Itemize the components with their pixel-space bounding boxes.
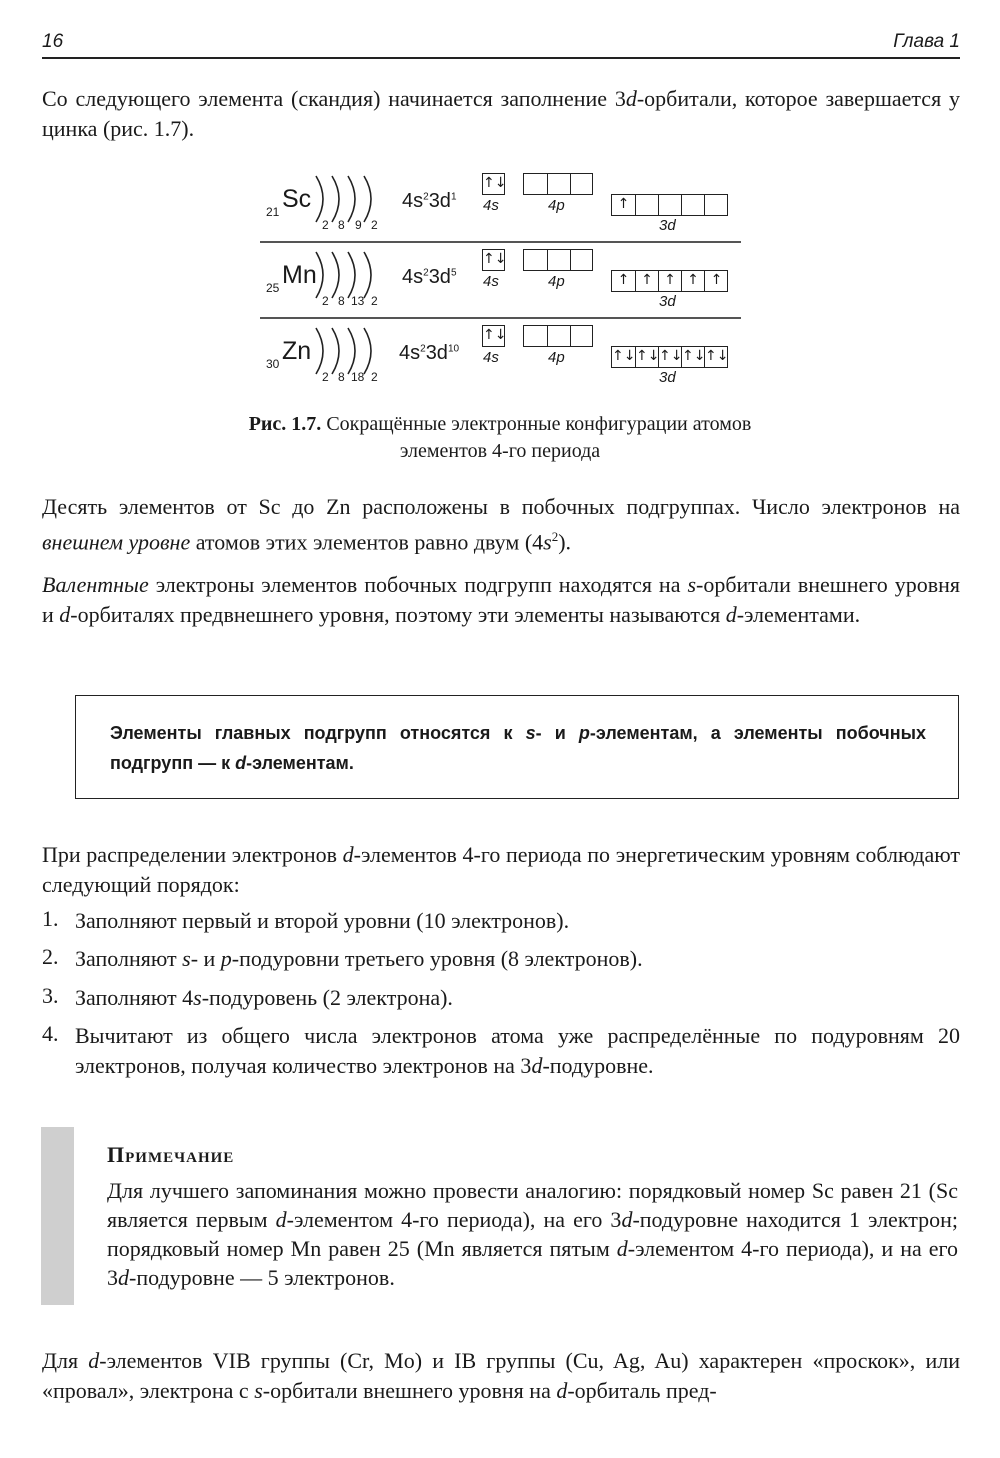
intro-paragraph: Со следующего элемента (скандия) начинается заполнение 3d-орбитали, которое завершается у цинка (рис. 1.7). xyxy=(42,86,960,141)
orbital-4s: ↑↓ xyxy=(482,173,505,195)
shell-count: 2 xyxy=(371,218,378,232)
orbital-4p xyxy=(523,249,593,271)
figure-caption: Рис. 1.7. Сокращённые электронные конфигурации атомов xyxy=(248,413,752,435)
shell-count: 8 xyxy=(338,294,345,308)
note-title: Примечание xyxy=(107,1142,235,1167)
shell-count: 2 xyxy=(371,294,378,308)
label-3d: 3d xyxy=(659,217,676,234)
electron-shells-arcs xyxy=(312,326,390,376)
orbital-4p xyxy=(523,173,593,195)
element-symbol: Zn xyxy=(282,337,312,365)
shell-count: 18 xyxy=(351,370,365,384)
electron-shells-arcs xyxy=(312,174,390,224)
shell-count: 9 xyxy=(355,218,362,232)
label-3d: 3d xyxy=(659,293,676,310)
orbital-3d: ↑ xyxy=(611,194,728,216)
atomic-number: 30 xyxy=(266,357,280,371)
list-number: 3. xyxy=(42,983,59,1008)
label-4s: 4s xyxy=(483,197,499,214)
label-4s: 4s xyxy=(483,349,499,366)
list-number: 1. xyxy=(42,906,59,931)
shell-count: 2 xyxy=(322,294,329,308)
label-4p: 4p xyxy=(548,197,565,214)
label-4p: 4p xyxy=(548,273,565,290)
header-rule xyxy=(42,57,960,59)
list-number: 4. xyxy=(42,1021,59,1046)
element-symbol: Sc xyxy=(282,185,312,213)
paragraph: При распределении электронов d-элементов 4-го периода по энергетическим уровням соблюдают следующий порядок: xyxy=(42,842,960,897)
label-3d: 3d xyxy=(659,369,676,386)
note-sidebar xyxy=(41,1127,74,1305)
page-number: 16 xyxy=(42,31,64,52)
shell-count: 13 xyxy=(351,294,365,308)
electron-shells-arcs xyxy=(312,250,390,300)
shell-count: 8 xyxy=(338,218,345,232)
orbital-3d: ↑↓ ↑↓ ↑↓ ↑↓ ↑↓ xyxy=(611,346,728,368)
shell-count: 2 xyxy=(322,218,329,232)
shell-count: 2 xyxy=(371,370,378,384)
orbital-3d: ↑ ↑ ↑ ↑ ↑ xyxy=(611,270,728,292)
label-4p: 4p xyxy=(548,349,565,366)
figure-electron-configurations xyxy=(0,160,1000,410)
element-symbol: Mn xyxy=(282,261,317,289)
list-item: Заполняют s- и p-подуровни третьего уровня (8 электронов). xyxy=(75,946,643,971)
list-item: Заполняют 4s-подуровень (2 электрона). xyxy=(75,985,453,1010)
paragraph: Валентные электроны элементов побочных подгрупп находятся на s-орбитали внешнего уровня и d-орбиталях предвнешнего уровня, поэтому эти элементы называются d-элементами. xyxy=(42,572,960,627)
shell-count: 8 xyxy=(338,370,345,384)
orbital-4s: ↑↓ xyxy=(482,249,505,271)
rule-box xyxy=(75,695,959,799)
label-4s: 4s xyxy=(483,273,499,290)
orbital-4s: ↑↓ xyxy=(482,325,505,347)
rule-text: Элементы главных подгрупп относятся к s- и p-элементам, а элементы побочных подгрупп — к d-элементам. xyxy=(110,723,926,773)
figure-separator xyxy=(260,317,741,319)
list-item: Вычитают из общего числа электронов атома уже распределённые по подуровням 20 электронов, получая количество электронов на 3d-подуровне. xyxy=(75,1023,960,1078)
orbital-4p xyxy=(523,325,593,347)
configuration-formula: $4s^23d^5$ xyxy=(402,266,457,288)
note-text: Для лучшего запоминания можно провести аналогию: порядковый номер Sc равен 21 (Sc является первым d-элементом 4-го периода), на его 3d-подуровне находится 1 электрон; порядковый номер Mn равен 25 (Mn является пятым d-элементом 4-го периода), и на его 3d-подуровне — 5 электронов. xyxy=(107,1178,958,1290)
list-item: Заполняют первый и второй уровни (10 электронов). xyxy=(75,908,570,933)
atomic-number: 21 xyxy=(266,205,280,219)
configuration-formula: $4s^23d^{10}$ xyxy=(399,342,460,364)
configuration-formula: $4s^23d^1$ xyxy=(402,190,457,212)
figure-caption-line2: элементов 4-го периода xyxy=(399,440,601,462)
list-number: 2. xyxy=(42,944,59,969)
shell-count: 2 xyxy=(322,370,329,384)
paragraph: Для d-элементов VIB группы (Cr, Mo) и IB группы (Cu, Ag, Au) характерен «проскок», или «провал», электрона с s-орбитали внешнего уровня на d-орбиталь пред- xyxy=(42,1348,960,1403)
atomic-number: 25 xyxy=(266,281,280,295)
figure-separator xyxy=(260,241,741,243)
chapter-title: Глава 1 xyxy=(893,31,960,52)
paragraph: Десять элементов от Sc до Zn расположены в побочных подгруппах. Число электронов на внешнем уровне атомов этих элементов равно двум $(4s^2)$. xyxy=(42,494,960,555)
